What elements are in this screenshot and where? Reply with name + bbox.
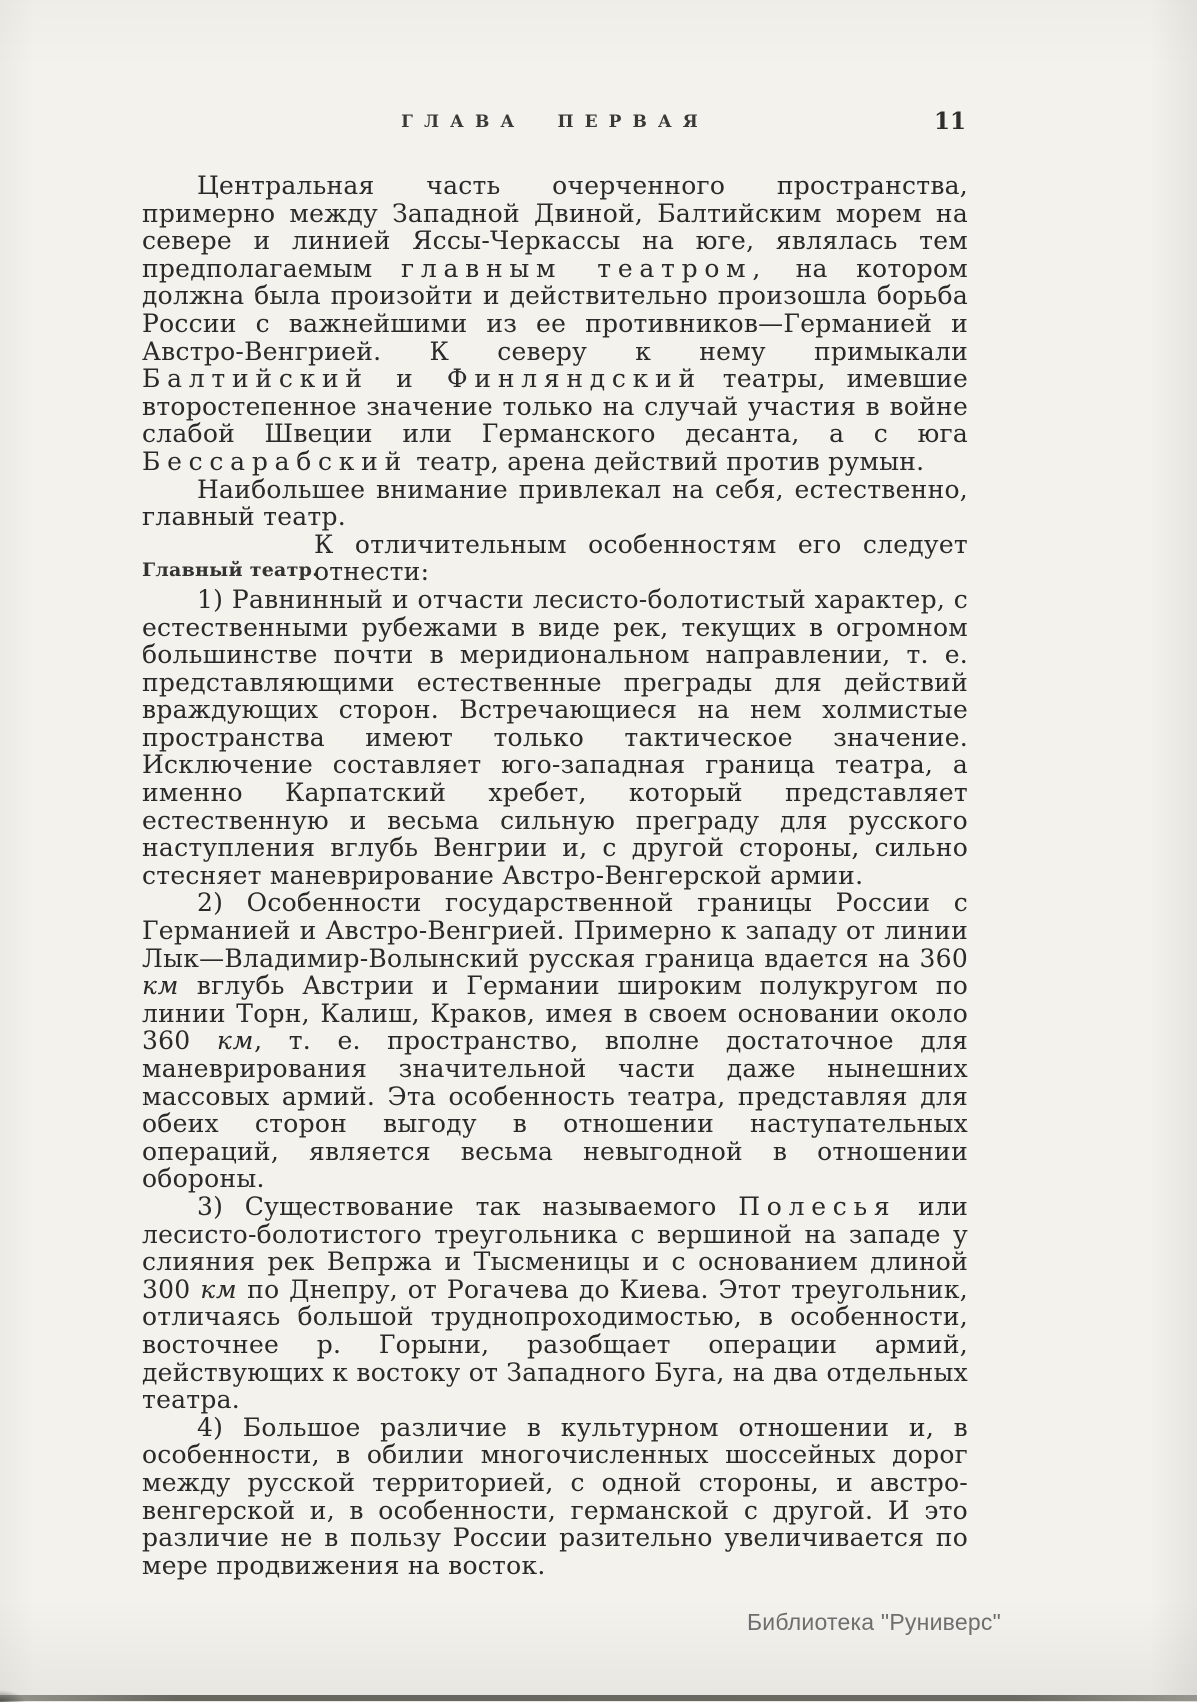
document-body	[142, 172, 968, 1579]
paragraph: Центральная часть очерченного пространства, примерно между Западной Двиной, Балтийским морем на севере и линией Яссы-Черкассы на юге, являлась тем предполагаемым главным театром, на котором должна была произойти и действительно произошла борьба России с важнейшими из ее противников—Германией и Австро-Венгрией. К северу к нему примыкали Балтийский и Финляндский театры, имевшие второстепенное значение только на случай участия в войне слабой Швеции или Германского десанта, а с юга Бессарабский театр, арена действий против румын.	[142, 171, 968, 476]
sidenote-paragraph	[142, 531, 968, 586]
page-number: 11	[933, 108, 966, 135]
library-watermark: Библиотека "Руниверс"	[746, 1609, 1001, 1635]
paragraph: 3) Существование так называемого Полесья или лесисто-болотистого треугольника с вершиной на западе у слияния рек Вепржа и Тысменицы и с основанием длиной 300 км по Днепру, от Рогачева до Киева. Этот треугольник, отличаясь большой труднопроходимостью, в особенности, восточнее р. Горыни, разобщает операции армий, действующих к востоку от Западного Буга, на два отдельных театра.	[142, 1191, 969, 1415]
paragraph: 4) Большое различие в культурном отношении и, в особенности, в обилии многочисленных шоссейных дорог между русской территорией, с одной стороны, и австро-венгерской и, в особенности, германской с другой. И это различие не в пользу России разительно увеличивается по мере продвижения на восток.	[142, 1412, 968, 1580]
scan-corner-artifact	[0, 1690, 26, 1702]
scan-edge-artifact	[0, 1695, 1197, 1701]
text-block	[142, 108, 969, 1580]
margin-note: Главный театр.	[142, 559, 320, 582]
paragraph: 2) Особенности государственной границы России с Германией и Австро-Венгрией. Примерно к западу от линии Лык—Владимир-Волынский русская граница вдается на 360 км вглубь Австрии и Германии широким полукругом по линии Торн, Калиш, Краков, имея в своем основании около 360 км, т. е. пространство, вполне достаточное для маневрирования значительной части даже нынешних массовых армий. Эта особенность театра, представляя для обеих сторон выгоду в отношении наступательных операций, является весьма невыгодной в отношении обороны.	[142, 888, 968, 1194]
chapter-title: ГЛАВА ПЕРВАЯ	[401, 112, 709, 132]
paragraph: Наибольшее внимание привлекал на себя, естественно, главный театр.	[142, 474, 968, 532]
paragraph: 1) Равнинный и отчасти лесисто-болотистый характер, с естественными рубежами в виде рек, текущих в огромном большинстве почти в меридиональном направлении, т. е. представляющими естественные преграды для действий враждующих сторон. Встречающиеся на нем холмистые пространства имеют только тактическое значение. Исключение составляет юго-западная граница театра, а именно Карпатский хребет, который представляет естественную и весьма сильную преграду для русского наступления вглубь Венгрии и, с другой стороны, сильно стесняет маневрирование Австро-Венгерской армии.	[142, 584, 968, 890]
page-header	[142, 108, 968, 146]
paragraph: К отличительным особенностям его следует отнести:	[314, 529, 968, 587]
